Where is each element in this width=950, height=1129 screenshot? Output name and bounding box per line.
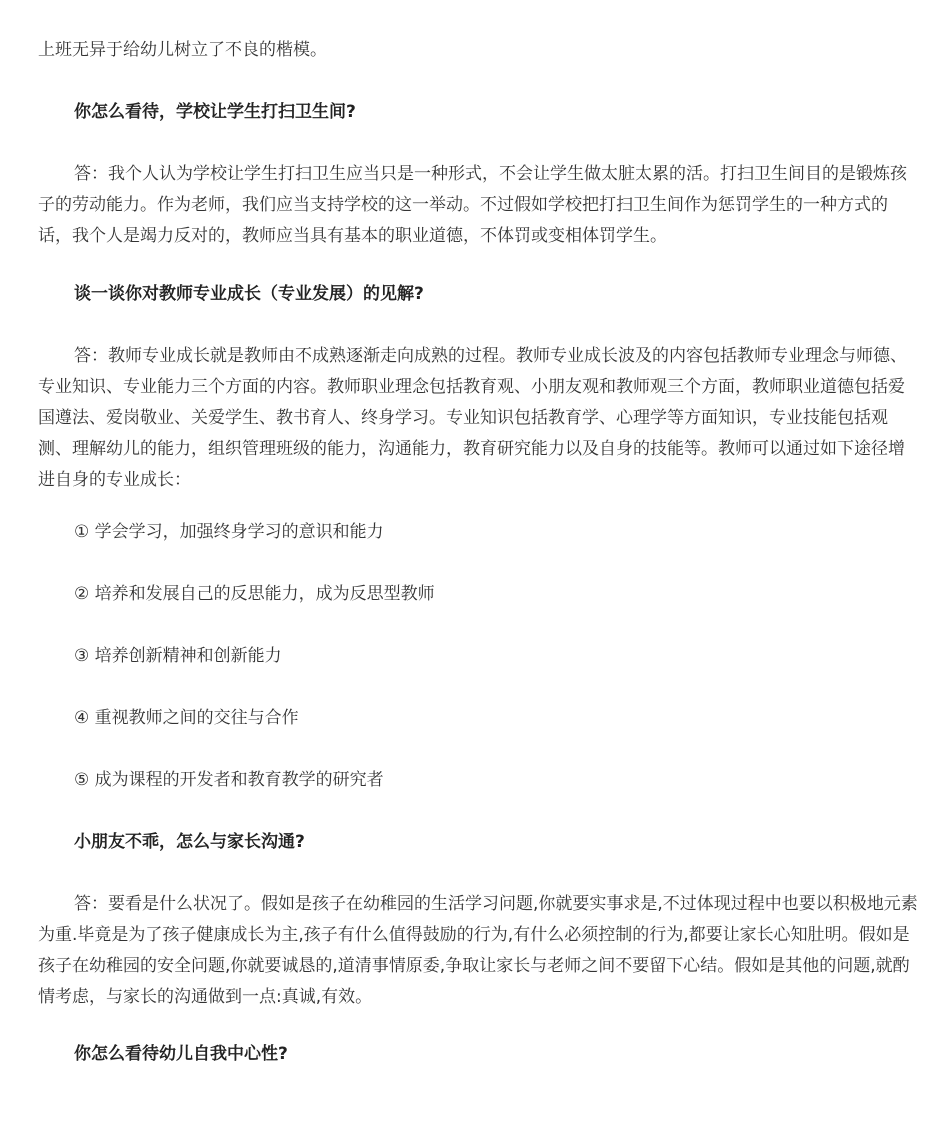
list-item: ⑤ 成为课程的开发者和教育教学的研究者 <box>74 770 384 790</box>
question-heading-4: 你怎么看待幼儿自我中心性? <box>74 1044 288 1064</box>
question-heading-3: 小朋友不乖，怎么与家长沟通? <box>74 832 305 852</box>
list-item: ④ 重视教师之间的交往与合作 <box>74 708 299 728</box>
paragraph-continuation: 上班无异于给幼儿树立了不良的楷模。 <box>38 40 327 60</box>
list-item: ① 学会学习，加强终身学习的意识和能力 <box>74 522 384 542</box>
answer-paragraph-3: 答：要看是什么状况了。假如是孩子在幼稚园的生活学习问题,你就要实事求是,不过体现过程中也要以积极地元素为重.毕竟是为了孩子健康成长为主,孩子有什么值得鼓励的行为,有什么必须控制的行为,都要让家长心知肚明。假如是孩子在幼稚园的安全问题,你就要诚恳的,道清事情原委,争取让家长与老师之间不要留下心结。假如是其他的问题,就酌情考虑，与家长的沟通做到一点:真诚,有效。 <box>38 894 918 1007</box>
question-heading-1: 你怎么看待，学校让学生打扫卫生间? <box>74 102 356 122</box>
list-item: ③ 培养创新精神和创新能力 <box>74 646 282 666</box>
question-heading-2: 谈一谈你对教师专业成长（专业发展）的见解? <box>74 284 424 304</box>
answer-paragraph-1: 答：我个人认为学校让学生打扫卫生应当只是一种形式，不会让学生做太脏太累的活。打扫卫生间目的是锻炼孩子的劳动能力。作为老师，我们应当支持学校的这一举动。不过假如学校把打扫卫生间作为惩罚学生的一种方式的话，我个人是竭力反对的，教师应当具有基本的职业道德，不体罚或变相体罚学生。 <box>38 164 907 246</box>
list-item: ② 培养和发展自己的反思能力，成为反思型教师 <box>74 584 435 604</box>
answer-paragraph-2: 答：教师专业成长就是教师由不成熟逐渐走向成熟的过程。教师专业成长波及的内容包括教师专业理念与师德、专业知识、专业能力三个方面的内容。教师职业理念包括教育观、小朋友观和教师观三个方面，教师职业道德包括爱国遵法、爱岗敬业、关爱学生、教书育人、终身学习。专业知识包括教育学、心理学等方面知识，专业技能包括观测、理解幼儿的能力，组织管理班级的能力，沟通能力，教育研究能力以及自身的技能等。教师可以通过如下途径增进自身的专业成长： <box>38 346 907 490</box>
